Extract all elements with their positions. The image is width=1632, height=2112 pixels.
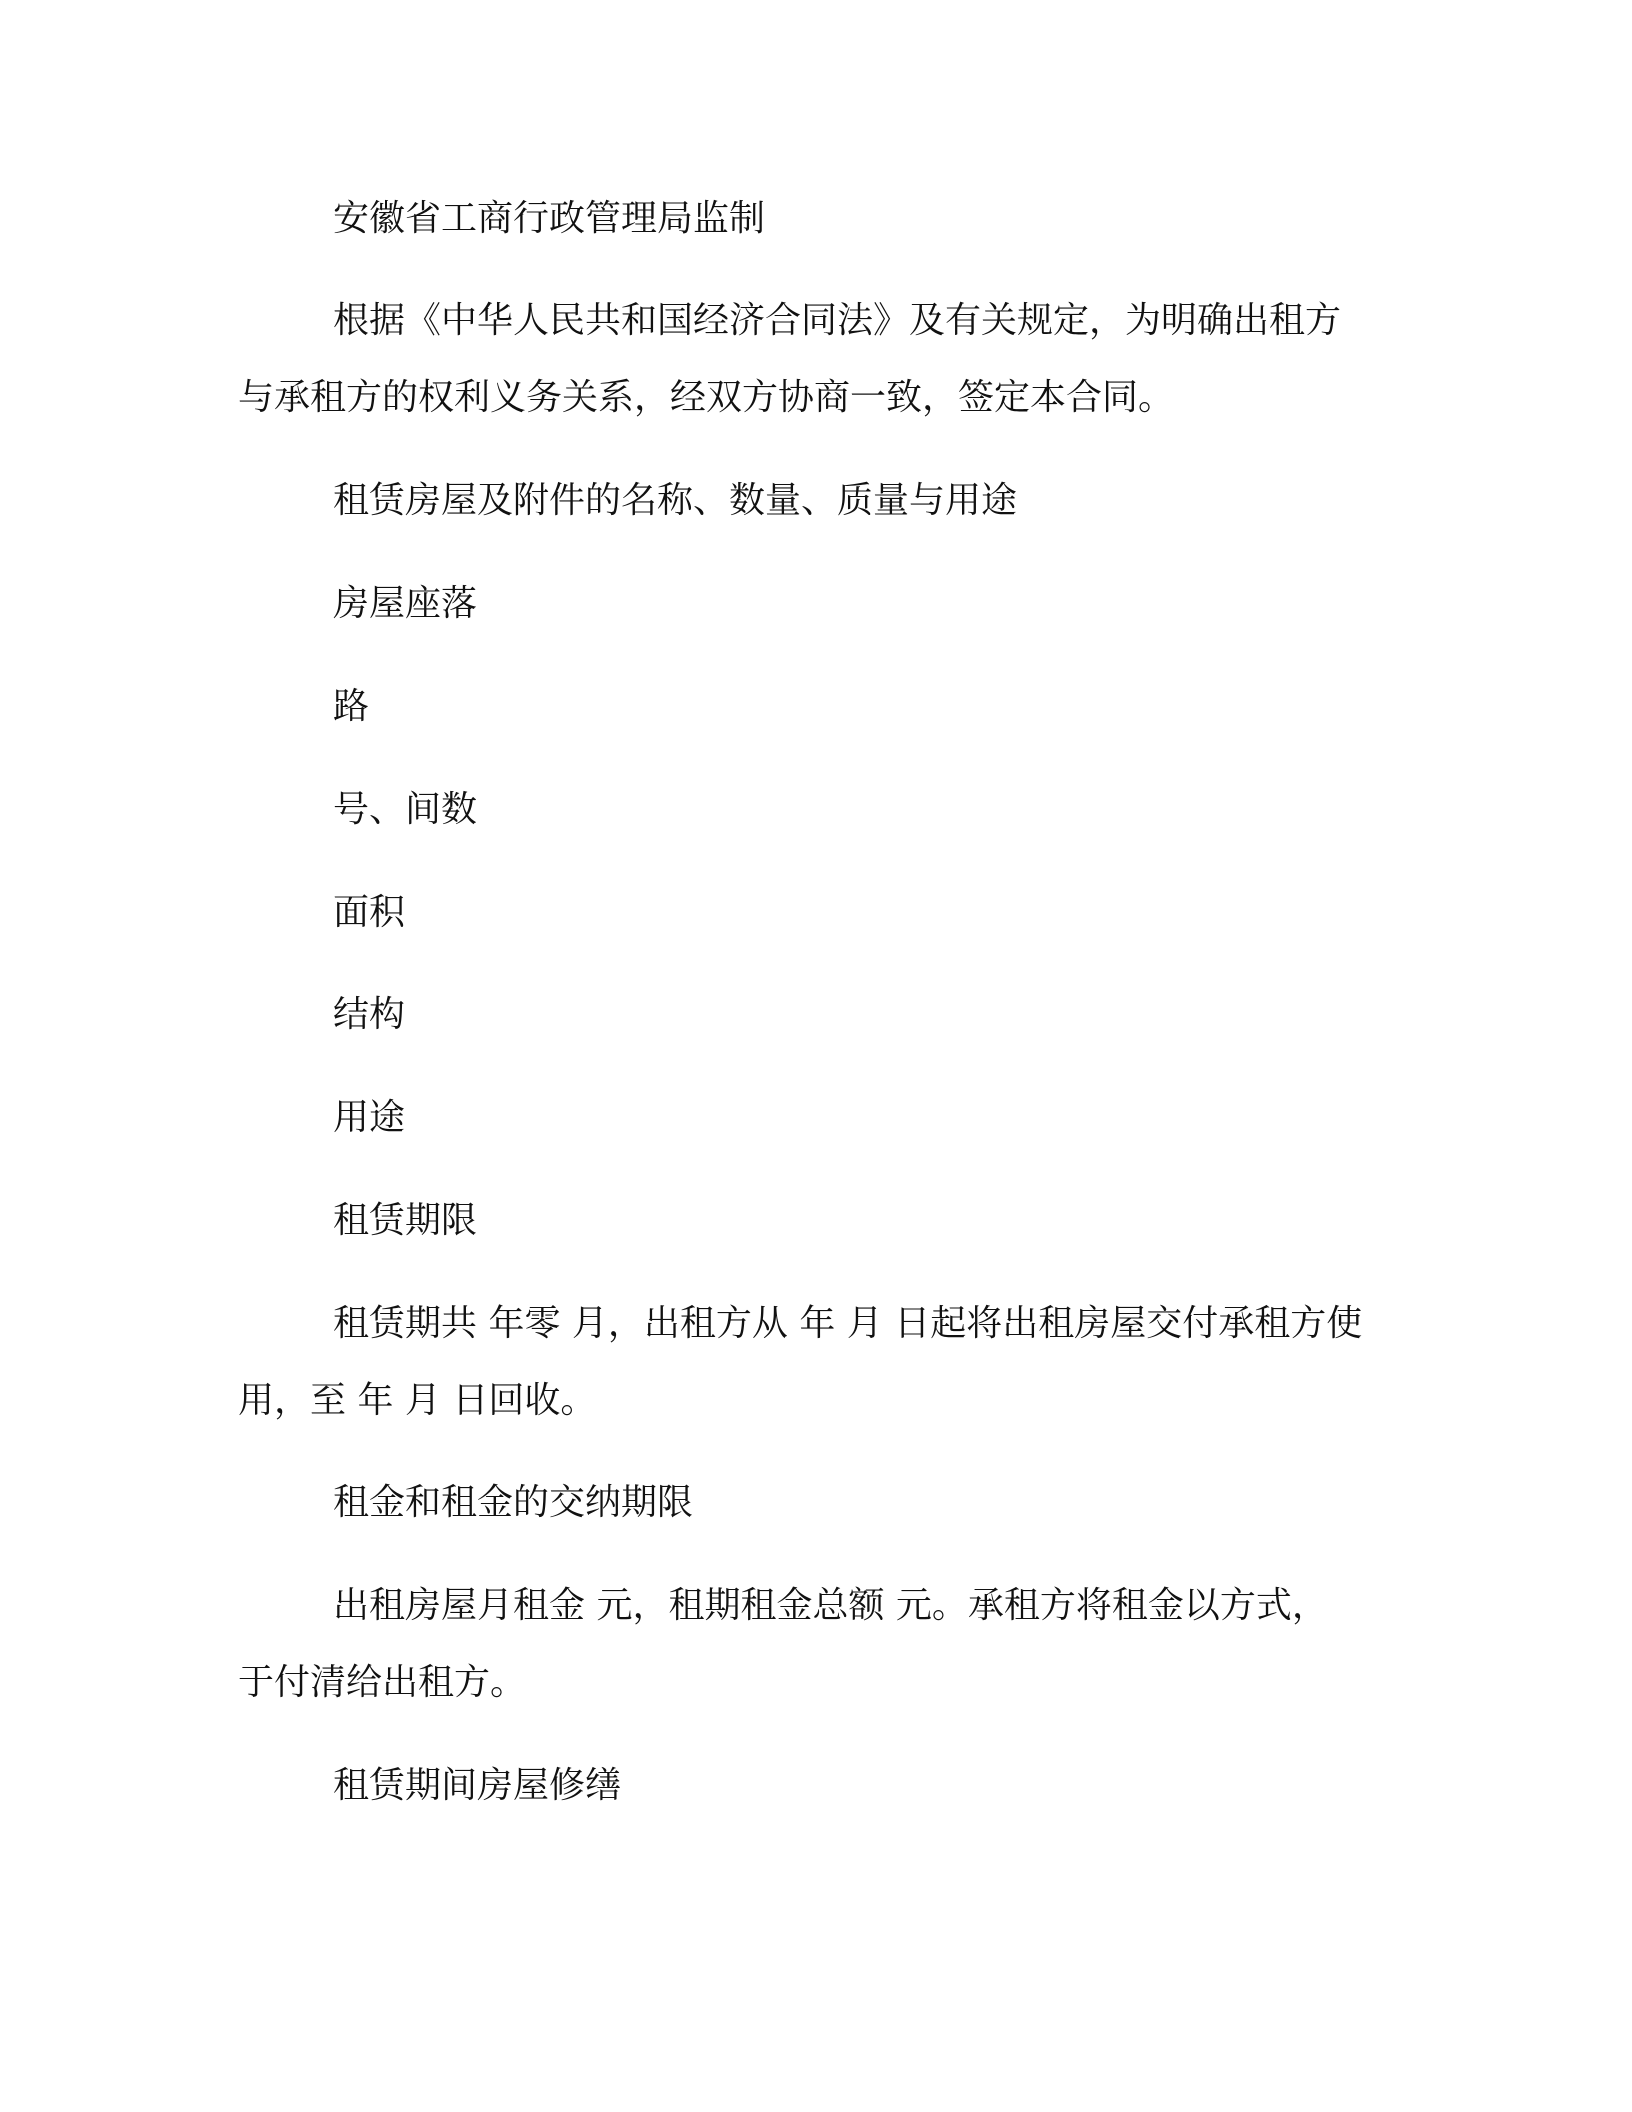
- rent-line-2: 于付清给出租方。: [238, 1662, 527, 1703]
- field-location: 房屋座落: [333, 583, 478, 624]
- field-structure: 结构: [333, 994, 406, 1035]
- intro-line-1: 根据《中华人民共和国经济合同法》及有关规定，为明确出租方: [333, 300, 1342, 341]
- section-heading-property: 租赁房屋及附件的名称、数量、质量与用途: [333, 480, 1018, 521]
- section-heading-rent: 租金和租金的交纳期限: [333, 1482, 694, 1523]
- field-usage: 用途: [333, 1097, 406, 1138]
- term-line-1: 租赁期共 年零 月，出租方从 年 月 日起将出租房屋交付承租方使: [333, 1303, 1363, 1344]
- field-area: 面积: [333, 892, 406, 933]
- document-title: 安徽省工商行政管理局监制: [333, 198, 766, 239]
- field-number-rooms: 号、间数: [333, 789, 478, 830]
- rent-line-1: 出租房屋月租金 元，租期租金总额 元。承租方将租金以方式，: [333, 1585, 1328, 1626]
- term-line-2: 用，至 年 月 日回收。: [238, 1380, 597, 1421]
- intro-line-2: 与承租方的权利义务关系，经双方协商一致，签定本合同。: [238, 377, 1175, 418]
- section-heading-repairs: 租赁期间房屋修缮: [333, 1765, 622, 1806]
- section-heading-term: 租赁期限: [333, 1200, 478, 1241]
- field-road: 路: [333, 686, 370, 727]
